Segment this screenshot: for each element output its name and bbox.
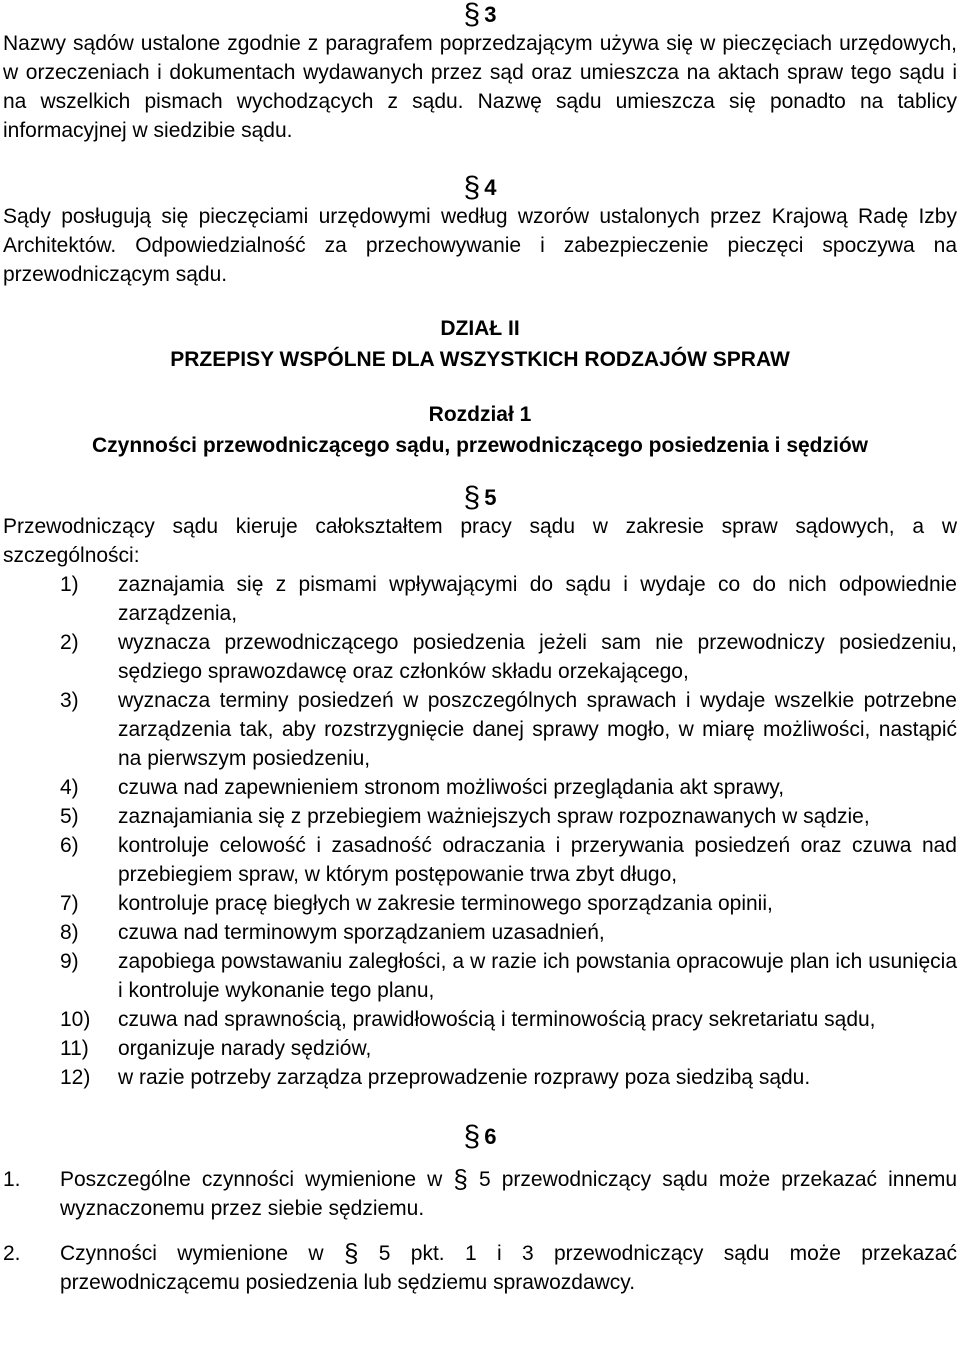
paragraph-symbol: § [343,1238,359,1268]
paragraph-item: 1. Poszczególne czynności wymienione w § 5 przewodniczący sądu może przekazać innemu wyznaczonemu przez siebie sędziemu. [3,1164,957,1220]
section-3-text: Nazwy sądów ustalone zgodnie z paragrafem poprzedzającym używa się w pieczęciach urzędowych, w orzeczeniach i dokumentach wydawanych przez sąd oraz umieszcza na aktach spraw tego sądu i na wszelkich pismach wychodzących z sądu. Nazwę sądu umieszcza się ponadto na tablicy informacyjnej w siedzibie sądu. [3,32,957,142]
section-5-heading [3,483,957,512]
section-5-intro: Przewodniczący sądu kieruje całokształtem pracy sądu w zakresie spraw sądowych, a w szczególności: [3,515,957,567]
paragraph-symbol: § [463,171,481,204]
section-5-list [3,570,957,1092]
list-item: 2) wyznacza przewodniczącego posiedzenia jeżeli sam nie przewodniczy posiedzeniu, sędziego sprawozdawcę oraz członków składu orzekającego, [60,631,957,683]
section-4-text: Sądy posługują się pieczęciami urzędowymi według wzorów ustalonych przez Krajową Radę Izby Architektów. Odpowiedzialność za przechowywanie i zabezpieczenie pieczęci spoczywa na przewodniczącym sądu. [3,205,957,286]
section-number: 5 [484,485,497,510]
chapter-subtitle: Czynności przewodniczącego sądu, przewodniczącego posiedzenia i sędziów [92,434,868,457]
list-item: 12) w razie potrzeby zarządza przeprowadzenie rozprawy poza siedzibą sądu. [60,1066,811,1089]
paragraph-symbol: § [463,1120,481,1153]
section-number: 6 [484,1124,497,1149]
list-item: 10) czuwa nad sprawnością, prawidłowością i terminowością pracy sekretariatu sądu, [60,1008,876,1031]
list-item: 4) czuwa nad zapewnieniem stronom możliwości przeglądania akt sprawy, [60,776,785,799]
section-number: 3 [484,2,497,27]
list-item: 11) organizuje narady sędziów, [60,1037,372,1060]
chapter-title: Rozdział 1 [428,403,532,426]
list-item: 5) zaznajamiania się z przebiegiem ważniejszych spraw rozpoznawanych w sądzie, [60,805,870,828]
paragraph-item: 2. Czynności wymienione w § 5 pkt. 1 i 3 przewodniczący sądu może przekazać przewodniczącemu posiedzenia lub sędziemu sprawozdawcy. [3,1238,957,1294]
list-item: 3) wyznacza terminy posiedzeń w poszczególnych sprawach i wydaje wszelkie potrzebne zarządzenia tak, aby rozstrzygnięcie danej sprawy mogło, w miarę możliwości, nastąpić na pierwszym posiedzeniu, [60,689,957,770]
paragraph-symbol: § [453,1164,468,1194]
document-page [3,0,957,1297]
paragraph-symbol: § [463,481,481,514]
section-number: 4 [484,175,497,200]
list-item: 8) czuwa nad terminowym sporządzaniem uzasadnień, [60,921,605,944]
list-item: 9) zapobiega powstawaniu zaległości, a w razie ich powstania opracowuje plan ich usunięcia i kontroluje wykonanie tego planu, [60,950,957,1002]
section-6-heading [3,1122,957,1151]
list-item: 7) kontroluje pracę biegłych w zakresie terminowego sporządzania opinii, [60,892,773,915]
division-subtitle: PRZEPISY WSPÓLNE DLA WSZYSTKICH RODZAJÓW SPRAW [170,348,790,371]
list-item: 1) zaznajamia się z pismami wpływającymi do sądu i wydaje co do nich odpowiednie zarządzenia, [60,573,957,625]
list-item: 6) kontroluje celowość i zasadność odraczania i przerywania posiedzeń oraz czuwa nad przebiegiem spraw, w którym postępowanie trwa zbyt długo, [60,834,957,886]
division-title: DZIAŁ II [440,317,520,340]
section-6-paragraphs [3,1165,957,1297]
section-4-heading [3,173,957,202]
section-3-heading [3,0,957,29]
paragraph-symbol: § [463,0,481,31]
